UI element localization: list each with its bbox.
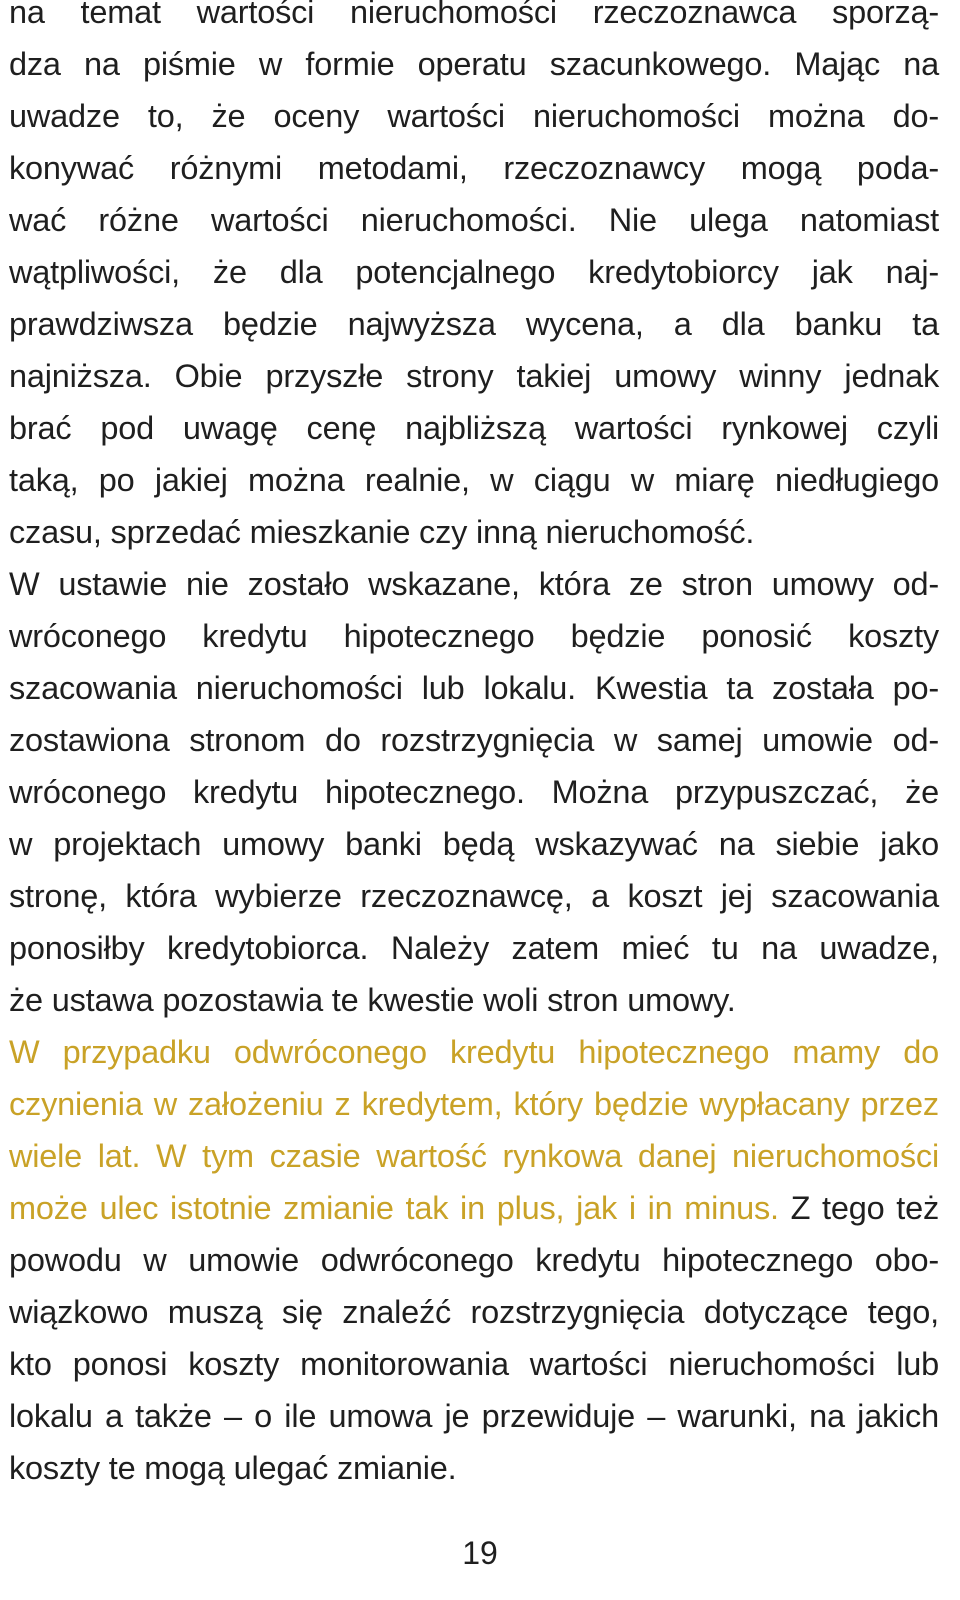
text-segment: powodu w umowie odwróconego kredytu hipotecznego obo- [9, 1242, 939, 1278]
text-segment: kto ponosi koszty monitorowania wartości nieruchomości lub [9, 1346, 939, 1382]
text-line [9, 506, 939, 558]
highlighted-text: czynienia w założeniu z kredytem, który będzie wypłacany przez [9, 1086, 939, 1122]
highlighted-text: wiele lat. W tym czasie wartość rynkowa danej nieruchomości [9, 1138, 939, 1174]
text-segment: konywać różnymi metodami, rzeczoznawcy mogą poda- [9, 150, 939, 186]
text-segment: koszty te mogą ulegać zmianie. [9, 1450, 457, 1486]
text-segment: taką, po jakiej można realnie, w ciągu w miarę niedługiego [9, 462, 939, 498]
text-segment: najniższa. Obie przyszłe strony takiej umowy winny jednak [9, 358, 939, 394]
text-segment: czasu, sprzedać mieszkanie czy inną nieruchomość. [9, 514, 755, 550]
text-line [9, 662, 939, 714]
text-line [9, 1286, 939, 1338]
text-segment: wróconego kredytu hipotecznego. Można przypuszczać, że [9, 774, 939, 810]
text-segment: prawdziwsza będzie najwyższa wycena, a dla banku ta [9, 306, 939, 342]
text-segment: Z tego też [778, 1190, 939, 1226]
text-segment: dza na piśmie w formie operatu szacunkowego. Mając na [9, 46, 939, 82]
text-segment: że ustawa pozostawia te kwestie woli stron umowy. [9, 982, 736, 1018]
text-line [9, 974, 939, 1026]
paragraph [9, 1026, 939, 1494]
text-segment: brać pod uwagę cenę najbliższą wartości rynkowej czyli [9, 410, 939, 446]
text-segment: ponosiłby kredytobiorca. Należy zatem mieć tu na uwadze, [9, 930, 939, 966]
text-line [9, 766, 939, 818]
text-line [9, 0, 939, 38]
text-segment: szacowania nieruchomości lub lokalu. Kwestia ta została po- [9, 670, 939, 706]
text-line [9, 922, 939, 974]
text-line [9, 142, 939, 194]
text-line [9, 38, 939, 90]
text-line [9, 610, 939, 662]
text-line [9, 1442, 939, 1494]
page-number: 19 [462, 1535, 498, 1571]
text-segment: na temat wartości nieruchomości rzeczoznawca sporzą- [9, 0, 939, 30]
highlighted-text: może ulec istotnie zmianie tak in plus, jak i in minus. [9, 1190, 779, 1226]
text-segment: uwadze to, że oceny wartości nieruchomości można do- [9, 98, 939, 134]
text-line [9, 1390, 939, 1442]
text-line [9, 194, 939, 246]
text-line [9, 1078, 939, 1130]
text-segment: w projektach umowy banki będą wskazywać na siebie jako [9, 826, 939, 862]
text-segment: wróconego kredytu hipotecznego będzie ponosić koszty [9, 618, 939, 654]
text-line [9, 246, 939, 298]
text-segment: wać różne wartości nieruchomości. Nie ulega natomiast [9, 202, 939, 238]
paragraph [9, 0, 939, 558]
text-segment: wiązkowo muszą się znaleźć rozstrzygnięcia dotyczące tego, [9, 1294, 939, 1330]
text-segment: lokalu a także – o ile umowa je przewiduje – warunki, na jakich [9, 1398, 939, 1434]
text-line [9, 818, 939, 870]
text-line [9, 454, 939, 506]
text-segment: zostawiona stronom do rozstrzygnięcia w samej umowie od- [9, 722, 939, 758]
text-line [9, 714, 939, 766]
text-line [9, 1130, 939, 1182]
body-text [9, 0, 939, 1494]
text-line [9, 1234, 939, 1286]
text-line [9, 1182, 939, 1234]
text-line [9, 298, 939, 350]
text-line [9, 90, 939, 142]
highlighted-text: W przypadku odwróconego kredytu hipotecznego mamy do [9, 1034, 939, 1070]
paragraph [9, 558, 939, 1026]
text-line [9, 558, 939, 610]
text-segment: wątpliwości, że dla potencjalnego kredytobiorcy jak naj- [9, 254, 939, 290]
text-line [9, 402, 939, 454]
text-line [9, 1026, 939, 1078]
text-line [9, 1338, 939, 1390]
text-line [9, 350, 939, 402]
text-line [9, 870, 939, 922]
text-segment: stronę, która wybierze rzeczoznawcę, a koszt jej szacowania [9, 878, 939, 914]
text-segment: W ustawie nie zostało wskazane, która ze stron umowy od- [9, 566, 939, 602]
